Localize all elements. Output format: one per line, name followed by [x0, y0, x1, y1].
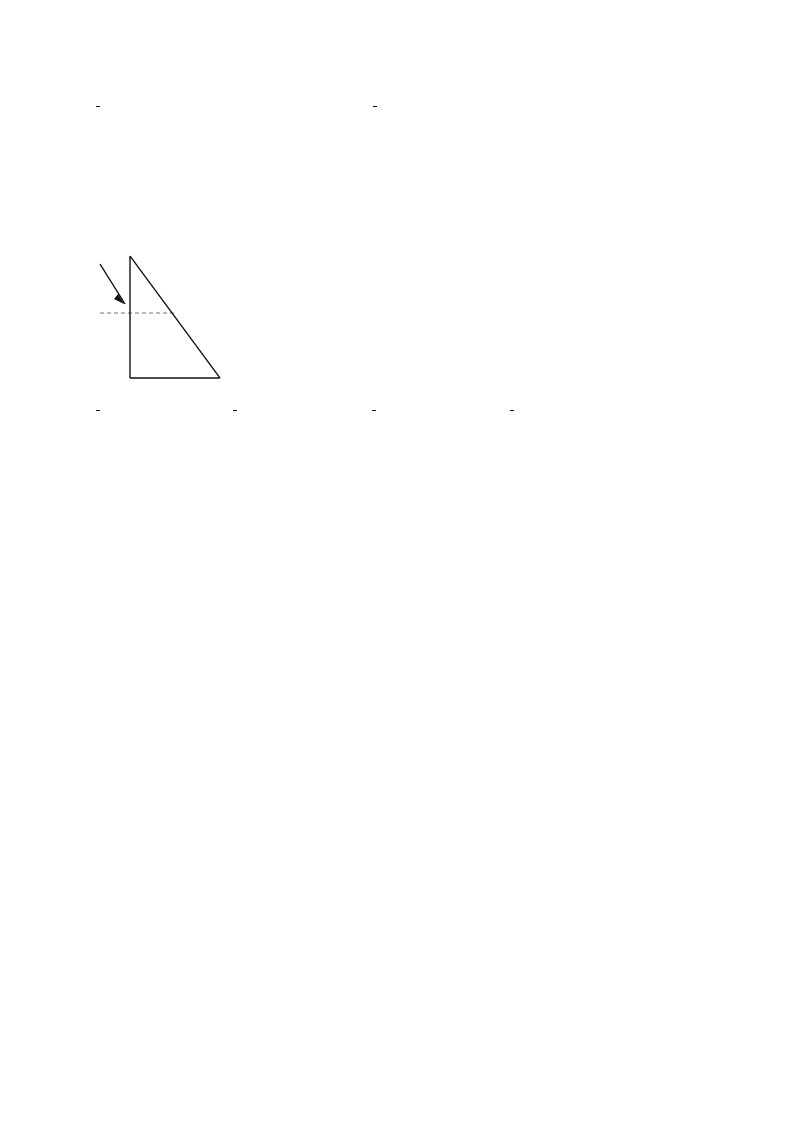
fraction: [96, 106, 100, 107]
q6-option-d[interactable]: [510, 402, 514, 418]
q6-option-a[interactable]: [96, 402, 100, 418]
vibration-graph-figure2: [352, 794, 562, 954]
fraction: [372, 410, 376, 411]
q5-option-d[interactable]: [373, 98, 377, 114]
q6-option-b[interactable]: [233, 402, 237, 418]
q5-option-c[interactable]: [96, 98, 100, 114]
incident-ray: [100, 264, 125, 304]
side-ab: [130, 256, 220, 378]
fraction: [96, 410, 100, 411]
q6-option-c[interactable]: [372, 402, 376, 418]
fraction: [233, 410, 237, 411]
fraction: [373, 106, 377, 107]
prism-figure: [92, 246, 242, 394]
wave-graph-figure1: [90, 794, 340, 954]
fraction: [510, 410, 514, 411]
